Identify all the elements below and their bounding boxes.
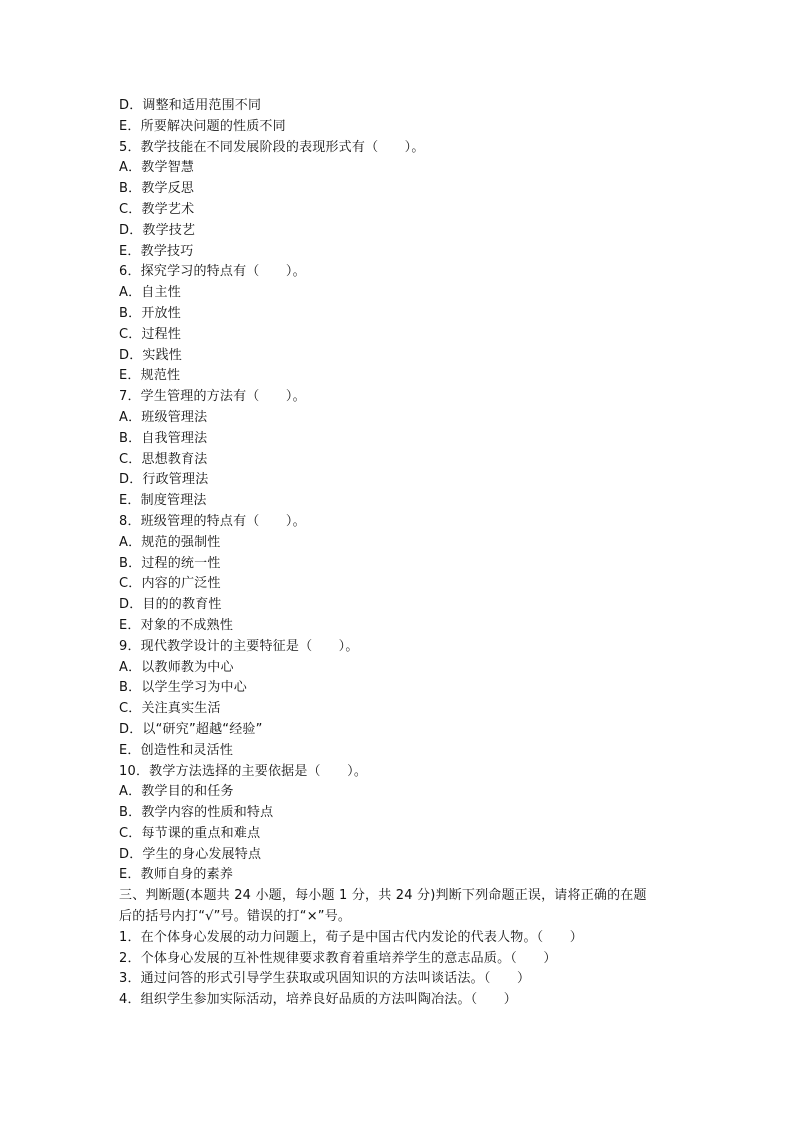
option-b: B．教学内容的性质和特点 xyxy=(119,805,274,821)
option-e: E．创造性和灵活性 xyxy=(119,742,234,758)
option-a: A．规范的强制性 xyxy=(119,534,221,550)
question-10: 10．教学方法选择的主要依据是（ ）。 xyxy=(119,763,368,779)
option-a: A．教学智慧 xyxy=(119,160,195,176)
section-instruction: 后的括号内打“√”号。错误的打“×”号。 xyxy=(119,909,352,925)
question-5: 5．教学技能在不同发展阶段的表现形式有（ ）。 xyxy=(119,139,425,155)
option-b: B．教学反思 xyxy=(119,181,195,197)
option-b: B．过程的统一性 xyxy=(119,555,221,571)
option-d: D．学生的身心发展特点 xyxy=(119,846,262,862)
option-d: D．以“研究”超越“经验” xyxy=(119,721,263,737)
option-e: E．对象的不成熟性 xyxy=(119,617,234,633)
option-e: E．教学技巧 xyxy=(119,243,194,259)
option-b: B．自我管理法 xyxy=(119,430,208,446)
option-a: A．以教师教为中心 xyxy=(119,659,234,675)
option-e: E．教师自身的素养 xyxy=(119,867,234,883)
question-7: 7．学生管理的方法有（ ）。 xyxy=(119,389,306,405)
judgment-2: 2．个体身心发展的互补性规律要求教育着重培养学生的意志品质。（ ） xyxy=(119,950,557,966)
option-a: A．教学目的和任务 xyxy=(119,784,234,800)
option-c: C．每节课的重点和难点 xyxy=(119,825,261,841)
judgment-3: 3．通过问答的形式引导学生获取或巩固知识的方法叫谈话法。（ ） xyxy=(119,971,531,987)
option-c: C．内容的广泛性 xyxy=(119,576,221,592)
question-9: 9．现代教学设计的主要特征是（ ）。 xyxy=(119,638,359,654)
option-c: C．思想教育法 xyxy=(119,451,208,467)
option-e: E．制度管理法 xyxy=(119,493,207,509)
question-8: 8．班级管理的特点有（ ）。 xyxy=(119,513,306,529)
option-b: B．开放性 xyxy=(119,305,181,321)
option-c: C．过程性 xyxy=(119,326,182,342)
option-e: E．规范性 xyxy=(119,368,181,384)
option-d: D．教学技艺 xyxy=(119,222,196,238)
option-c: C．关注真实生活 xyxy=(119,701,221,717)
judgment-1: 1．在个体身心发展的动力问题上，荀子是中国古代内发论的代表人物。（ ） xyxy=(119,929,583,945)
option-d: D．调整和适用范围不同 xyxy=(119,98,262,113)
document-body xyxy=(119,96,679,1011)
option-a: A．班级管理法 xyxy=(119,409,208,425)
option-e: E．所要解决问题的性质不同 xyxy=(119,118,286,134)
judgment-4: 4．组织学生参加实际活动，培养良好品质的方法叫陶冶法。（ ） xyxy=(119,992,517,1008)
option-c: C．教学艺术 xyxy=(119,201,195,217)
question-6: 6．探究学习的特点有（ ）。 xyxy=(119,264,306,280)
option-a: A．自主性 xyxy=(119,285,181,301)
option-d: D．实践性 xyxy=(119,347,183,363)
option-d: D．目的的教育性 xyxy=(119,597,222,613)
section-heading: 三、判断题(本题共 24 小题，每小题 1 分，共 24 分)判断下列命题正误，请将正确的在题 xyxy=(119,888,647,904)
option-d: D．行政管理法 xyxy=(119,472,209,488)
option-b: B．以学生学习为中心 xyxy=(119,680,247,696)
